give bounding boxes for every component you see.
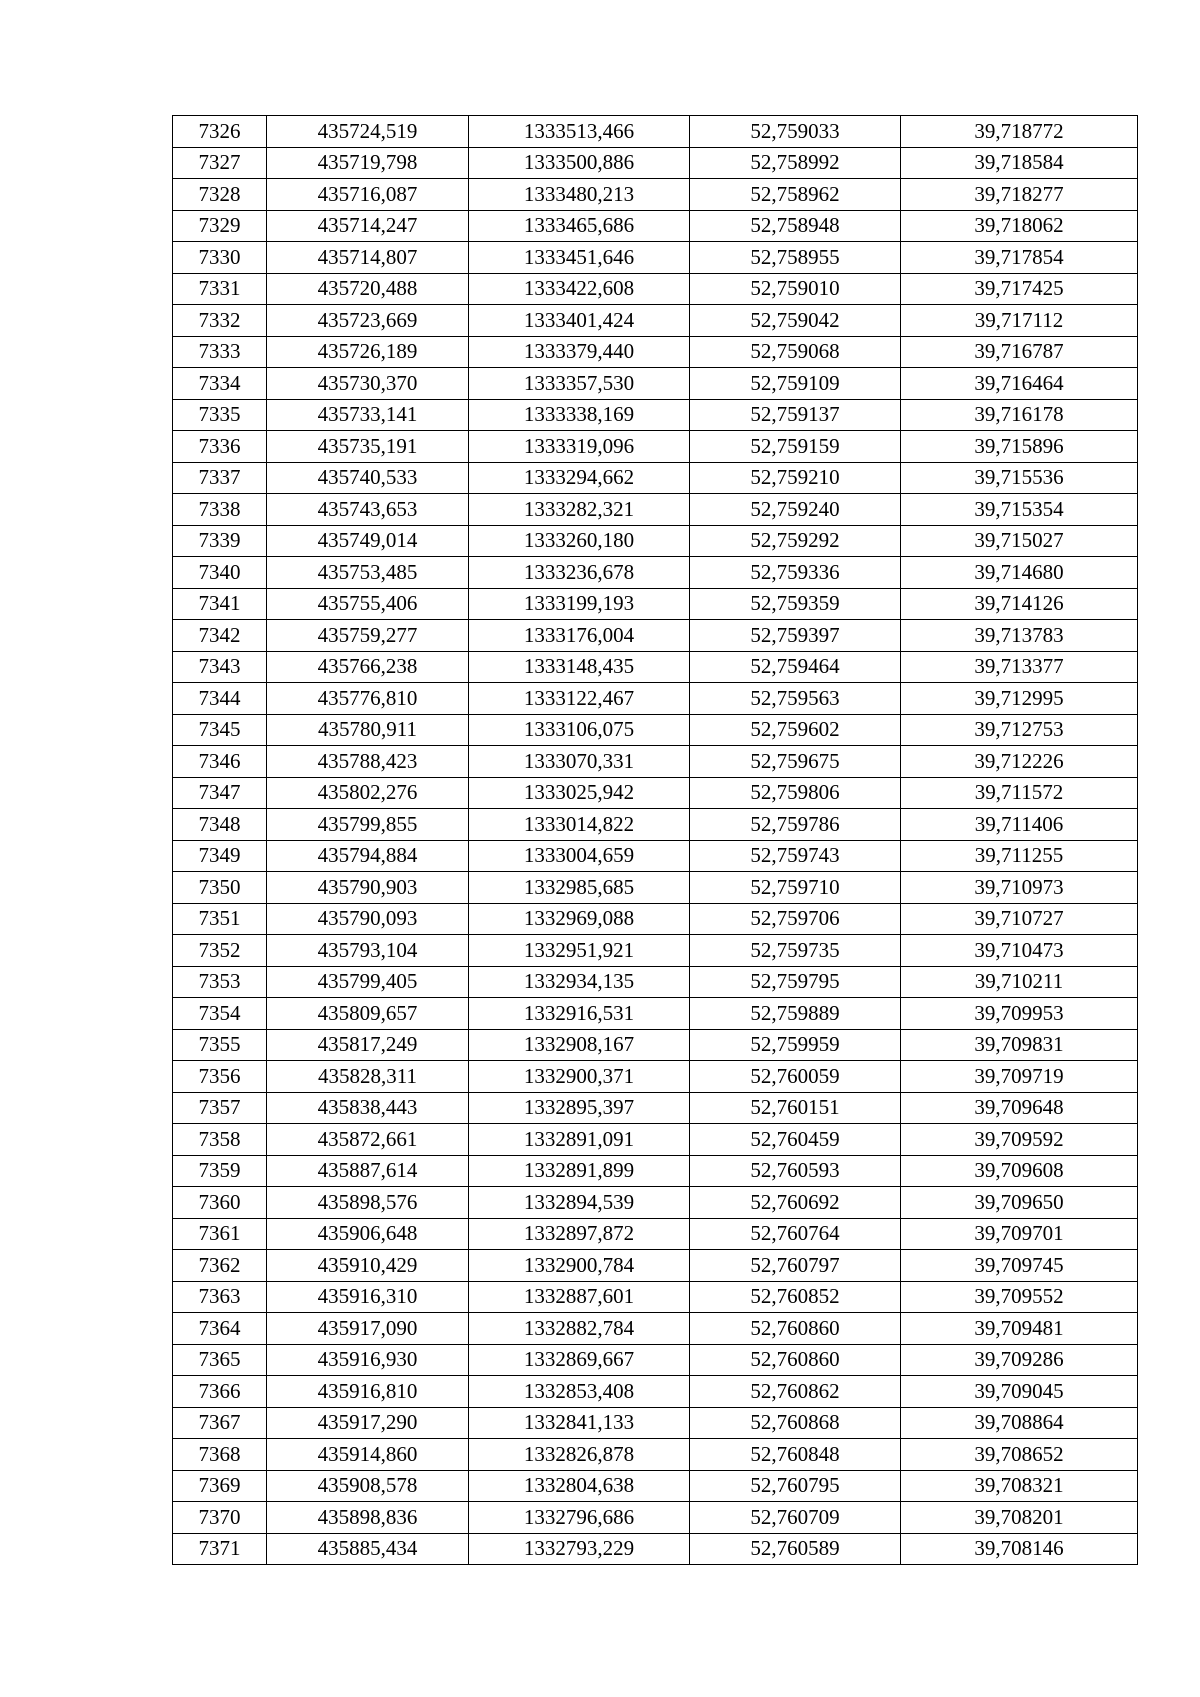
latitude-cell: 52,760709 [690, 1502, 901, 1534]
point-number-cell: 7360 [173, 1187, 267, 1219]
longitude-cell: 39,708146 [901, 1533, 1138, 1565]
point-number-cell: 7366 [173, 1376, 267, 1408]
longitude-cell: 39,709745 [901, 1250, 1138, 1282]
longitude-cell: 39,709592 [901, 1124, 1138, 1156]
point-number-cell: 7361 [173, 1218, 267, 1250]
table-row [173, 1061, 1138, 1093]
x-coordinate-cell: 435766,238 [267, 651, 469, 683]
point-number-cell: 7332 [173, 305, 267, 337]
latitude-cell: 52,759359 [690, 588, 901, 620]
x-coordinate-cell: 435908,578 [267, 1470, 469, 1502]
y-coordinate-cell: 1333451,646 [469, 242, 690, 274]
y-coordinate-cell: 1333422,608 [469, 273, 690, 305]
table-row [173, 368, 1138, 400]
y-coordinate-cell: 1333176,004 [469, 620, 690, 652]
latitude-cell: 52,760459 [690, 1124, 901, 1156]
point-number-cell: 7340 [173, 557, 267, 589]
x-coordinate-cell: 435799,405 [267, 966, 469, 998]
latitude-cell: 52,760862 [690, 1376, 901, 1408]
table-row [173, 1376, 1138, 1408]
y-coordinate-cell: 1332841,133 [469, 1407, 690, 1439]
table-row [173, 809, 1138, 841]
point-number-cell: 7356 [173, 1061, 267, 1093]
point-number-cell: 7329 [173, 210, 267, 242]
x-coordinate-cell: 435719,798 [267, 147, 469, 179]
point-number-cell: 7326 [173, 116, 267, 148]
table-row [173, 1092, 1138, 1124]
latitude-cell: 52,758955 [690, 242, 901, 274]
table-row [173, 998, 1138, 1030]
longitude-cell: 39,709552 [901, 1281, 1138, 1313]
point-number-cell: 7369 [173, 1470, 267, 1502]
x-coordinate-cell: 435916,310 [267, 1281, 469, 1313]
longitude-cell: 39,713783 [901, 620, 1138, 652]
table-row [173, 1439, 1138, 1471]
latitude-cell: 52,759210 [690, 462, 901, 494]
longitude-cell: 39,708864 [901, 1407, 1138, 1439]
y-coordinate-cell: 1333294,662 [469, 462, 690, 494]
table-row [173, 525, 1138, 557]
longitude-cell: 39,710473 [901, 935, 1138, 967]
x-coordinate-cell: 435898,576 [267, 1187, 469, 1219]
longitude-cell: 39,711255 [901, 840, 1138, 872]
longitude-cell: 39,717112 [901, 305, 1138, 337]
point-number-cell: 7348 [173, 809, 267, 841]
x-coordinate-cell: 435885,434 [267, 1533, 469, 1565]
point-number-cell: 7335 [173, 399, 267, 431]
x-coordinate-cell: 435730,370 [267, 368, 469, 400]
table-row [173, 966, 1138, 998]
y-coordinate-cell: 1332793,229 [469, 1533, 690, 1565]
x-coordinate-cell: 435887,614 [267, 1155, 469, 1187]
latitude-cell: 52,760593 [690, 1155, 901, 1187]
longitude-cell: 39,715354 [901, 494, 1138, 526]
longitude-cell: 39,709650 [901, 1187, 1138, 1219]
point-number-cell: 7333 [173, 336, 267, 368]
table-row [173, 431, 1138, 463]
table-row [173, 1218, 1138, 1250]
point-number-cell: 7352 [173, 935, 267, 967]
y-coordinate-cell: 1332895,397 [469, 1092, 690, 1124]
point-number-cell: 7337 [173, 462, 267, 494]
y-coordinate-cell: 1332826,878 [469, 1439, 690, 1471]
point-number-cell: 7327 [173, 147, 267, 179]
y-coordinate-cell: 1333319,096 [469, 431, 690, 463]
x-coordinate-cell: 435735,191 [267, 431, 469, 463]
table-row [173, 588, 1138, 620]
point-number-cell: 7371 [173, 1533, 267, 1565]
point-number-cell: 7334 [173, 368, 267, 400]
table-row [173, 462, 1138, 494]
table-row [173, 557, 1138, 589]
y-coordinate-cell: 1332985,685 [469, 872, 690, 904]
point-number-cell: 7363 [173, 1281, 267, 1313]
y-coordinate-cell: 1332934,135 [469, 966, 690, 998]
y-coordinate-cell: 1333282,321 [469, 494, 690, 526]
latitude-cell: 52,758948 [690, 210, 901, 242]
table-row [173, 147, 1138, 179]
latitude-cell: 52,758962 [690, 179, 901, 211]
x-coordinate-cell: 435743,653 [267, 494, 469, 526]
latitude-cell: 52,759137 [690, 399, 901, 431]
y-coordinate-cell: 1333014,822 [469, 809, 690, 841]
y-coordinate-cell: 1333025,942 [469, 777, 690, 809]
y-coordinate-cell: 1332897,872 [469, 1218, 690, 1250]
latitude-cell: 52,759159 [690, 431, 901, 463]
coordinates-table [172, 115, 1138, 1565]
table-row [173, 683, 1138, 715]
latitude-cell: 52,759109 [690, 368, 901, 400]
x-coordinate-cell: 435790,093 [267, 903, 469, 935]
longitude-cell: 39,711572 [901, 777, 1138, 809]
point-number-cell: 7344 [173, 683, 267, 715]
latitude-cell: 52,759068 [690, 336, 901, 368]
latitude-cell: 52,760059 [690, 1061, 901, 1093]
point-number-cell: 7362 [173, 1250, 267, 1282]
longitude-cell: 39,710211 [901, 966, 1138, 998]
table-row [173, 620, 1138, 652]
table-row [173, 1313, 1138, 1345]
y-coordinate-cell: 1333500,886 [469, 147, 690, 179]
latitude-cell: 52,759042 [690, 305, 901, 337]
x-coordinate-cell: 435723,669 [267, 305, 469, 337]
latitude-cell: 52,759464 [690, 651, 901, 683]
x-coordinate-cell: 435755,406 [267, 588, 469, 620]
y-coordinate-cell: 1333513,466 [469, 116, 690, 148]
longitude-cell: 39,718584 [901, 147, 1138, 179]
y-coordinate-cell: 1332869,667 [469, 1344, 690, 1376]
y-coordinate-cell: 1332900,371 [469, 1061, 690, 1093]
point-number-cell: 7355 [173, 1029, 267, 1061]
table-row [173, 305, 1138, 337]
point-number-cell: 7364 [173, 1313, 267, 1345]
longitude-cell: 39,718772 [901, 116, 1138, 148]
x-coordinate-cell: 435917,090 [267, 1313, 469, 1345]
longitude-cell: 39,708201 [901, 1502, 1138, 1534]
y-coordinate-cell: 1333260,180 [469, 525, 690, 557]
point-number-cell: 7331 [173, 273, 267, 305]
y-coordinate-cell: 1333338,169 [469, 399, 690, 431]
y-coordinate-cell: 1333106,075 [469, 714, 690, 746]
longitude-cell: 39,715896 [901, 431, 1138, 463]
point-number-cell: 7346 [173, 746, 267, 778]
latitude-cell: 52,760151 [690, 1092, 901, 1124]
point-number-cell: 7342 [173, 620, 267, 652]
longitude-cell: 39,716787 [901, 336, 1138, 368]
table-row [173, 1155, 1138, 1187]
table-row [173, 872, 1138, 904]
x-coordinate-cell: 435916,810 [267, 1376, 469, 1408]
y-coordinate-cell: 1333199,193 [469, 588, 690, 620]
longitude-cell: 39,709648 [901, 1092, 1138, 1124]
longitude-cell: 39,709953 [901, 998, 1138, 1030]
latitude-cell: 52,759336 [690, 557, 901, 589]
longitude-cell: 39,714680 [901, 557, 1138, 589]
table-row [173, 1470, 1138, 1502]
latitude-cell: 52,759806 [690, 777, 901, 809]
point-number-cell: 7350 [173, 872, 267, 904]
latitude-cell: 52,759010 [690, 273, 901, 305]
table-row [173, 651, 1138, 683]
y-coordinate-cell: 1333070,331 [469, 746, 690, 778]
longitude-cell: 39,708321 [901, 1470, 1138, 1502]
y-coordinate-cell: 1332891,091 [469, 1124, 690, 1156]
longitude-cell: 39,712226 [901, 746, 1138, 778]
latitude-cell: 52,760848 [690, 1439, 901, 1471]
x-coordinate-cell: 435828,311 [267, 1061, 469, 1093]
x-coordinate-cell: 435720,488 [267, 273, 469, 305]
x-coordinate-cell: 435838,443 [267, 1092, 469, 1124]
x-coordinate-cell: 435794,884 [267, 840, 469, 872]
longitude-cell: 39,710973 [901, 872, 1138, 904]
latitude-cell: 52,759033 [690, 116, 901, 148]
y-coordinate-cell: 1333379,440 [469, 336, 690, 368]
longitude-cell: 39,709831 [901, 1029, 1138, 1061]
table-row [173, 273, 1138, 305]
x-coordinate-cell: 435917,290 [267, 1407, 469, 1439]
point-number-cell: 7359 [173, 1155, 267, 1187]
x-coordinate-cell: 435809,657 [267, 998, 469, 1030]
y-coordinate-cell: 1332853,408 [469, 1376, 690, 1408]
point-number-cell: 7357 [173, 1092, 267, 1124]
point-number-cell: 7353 [173, 966, 267, 998]
table-row [173, 1533, 1138, 1565]
latitude-cell: 52,759786 [690, 809, 901, 841]
x-coordinate-cell: 435716,087 [267, 179, 469, 211]
longitude-cell: 39,717425 [901, 273, 1138, 305]
latitude-cell: 52,760589 [690, 1533, 901, 1565]
table-row [173, 1250, 1138, 1282]
latitude-cell: 52,759889 [690, 998, 901, 1030]
y-coordinate-cell: 1333236,678 [469, 557, 690, 589]
x-coordinate-cell: 435749,014 [267, 525, 469, 557]
y-coordinate-cell: 1332951,921 [469, 935, 690, 967]
table-row [173, 714, 1138, 746]
longitude-cell: 39,712995 [901, 683, 1138, 715]
x-coordinate-cell: 435872,661 [267, 1124, 469, 1156]
point-number-cell: 7349 [173, 840, 267, 872]
point-number-cell: 7341 [173, 588, 267, 620]
x-coordinate-cell: 435780,911 [267, 714, 469, 746]
point-number-cell: 7345 [173, 714, 267, 746]
latitude-cell: 52,759292 [690, 525, 901, 557]
point-number-cell: 7336 [173, 431, 267, 463]
y-coordinate-cell: 1332796,686 [469, 1502, 690, 1534]
longitude-cell: 39,709701 [901, 1218, 1138, 1250]
longitude-cell: 39,710727 [901, 903, 1138, 935]
latitude-cell: 52,760795 [690, 1470, 901, 1502]
table-row [173, 1029, 1138, 1061]
latitude-cell: 52,759710 [690, 872, 901, 904]
table-body [173, 116, 1138, 1565]
y-coordinate-cell: 1333480,213 [469, 179, 690, 211]
longitude-cell: 39,711406 [901, 809, 1138, 841]
table-row [173, 399, 1138, 431]
table-row [173, 116, 1138, 148]
table-row [173, 1407, 1138, 1439]
latitude-cell: 52,759602 [690, 714, 901, 746]
table-row [173, 935, 1138, 967]
x-coordinate-cell: 435726,189 [267, 336, 469, 368]
table-row [173, 1502, 1138, 1534]
latitude-cell: 52,759743 [690, 840, 901, 872]
longitude-cell: 39,717854 [901, 242, 1138, 274]
table-row [173, 336, 1138, 368]
latitude-cell: 52,759240 [690, 494, 901, 526]
latitude-cell: 52,759706 [690, 903, 901, 935]
longitude-cell: 39,718277 [901, 179, 1138, 211]
table-row [173, 777, 1138, 809]
y-coordinate-cell: 1332969,088 [469, 903, 690, 935]
longitude-cell: 39,709719 [901, 1061, 1138, 1093]
y-coordinate-cell: 1332900,784 [469, 1250, 690, 1282]
y-coordinate-cell: 1332882,784 [469, 1313, 690, 1345]
longitude-cell: 39,713377 [901, 651, 1138, 683]
latitude-cell: 52,759675 [690, 746, 901, 778]
x-coordinate-cell: 435753,485 [267, 557, 469, 589]
y-coordinate-cell: 1333357,530 [469, 368, 690, 400]
x-coordinate-cell: 435790,903 [267, 872, 469, 904]
longitude-cell: 39,715536 [901, 462, 1138, 494]
table-row [173, 903, 1138, 935]
x-coordinate-cell: 435724,519 [267, 116, 469, 148]
y-coordinate-cell: 1332916,531 [469, 998, 690, 1030]
latitude-cell: 52,759795 [690, 966, 901, 998]
latitude-cell: 52,760692 [690, 1187, 901, 1219]
point-number-cell: 7351 [173, 903, 267, 935]
point-number-cell: 7330 [173, 242, 267, 274]
longitude-cell: 39,712753 [901, 714, 1138, 746]
x-coordinate-cell: 435916,930 [267, 1344, 469, 1376]
table-row [173, 242, 1138, 274]
latitude-cell: 52,760764 [690, 1218, 901, 1250]
x-coordinate-cell: 435906,648 [267, 1218, 469, 1250]
point-number-cell: 7368 [173, 1439, 267, 1471]
y-coordinate-cell: 1333148,435 [469, 651, 690, 683]
point-number-cell: 7343 [173, 651, 267, 683]
longitude-cell: 39,718062 [901, 210, 1138, 242]
x-coordinate-cell: 435799,855 [267, 809, 469, 841]
y-coordinate-cell: 1333401,424 [469, 305, 690, 337]
x-coordinate-cell: 435802,276 [267, 777, 469, 809]
x-coordinate-cell: 435817,249 [267, 1029, 469, 1061]
latitude-cell: 52,759735 [690, 935, 901, 967]
point-number-cell: 7358 [173, 1124, 267, 1156]
latitude-cell: 52,759397 [690, 620, 901, 652]
longitude-cell: 39,709045 [901, 1376, 1138, 1408]
latitude-cell: 52,760797 [690, 1250, 901, 1282]
table-row [173, 1281, 1138, 1313]
longitude-cell: 39,714126 [901, 588, 1138, 620]
y-coordinate-cell: 1332891,899 [469, 1155, 690, 1187]
table-row [173, 210, 1138, 242]
table-row [173, 746, 1138, 778]
table-row [173, 840, 1138, 872]
x-coordinate-cell: 435714,807 [267, 242, 469, 274]
point-number-cell: 7370 [173, 1502, 267, 1534]
x-coordinate-cell: 435910,429 [267, 1250, 469, 1282]
latitude-cell: 52,758992 [690, 147, 901, 179]
longitude-cell: 39,715027 [901, 525, 1138, 557]
latitude-cell: 52,759563 [690, 683, 901, 715]
x-coordinate-cell: 435776,810 [267, 683, 469, 715]
longitude-cell: 39,708652 [901, 1439, 1138, 1471]
x-coordinate-cell: 435733,141 [267, 399, 469, 431]
point-number-cell: 7367 [173, 1407, 267, 1439]
latitude-cell: 52,760860 [690, 1313, 901, 1345]
table-row [173, 179, 1138, 211]
longitude-cell: 39,709608 [901, 1155, 1138, 1187]
longitude-cell: 39,716464 [901, 368, 1138, 400]
y-coordinate-cell: 1333122,467 [469, 683, 690, 715]
longitude-cell: 39,709286 [901, 1344, 1138, 1376]
x-coordinate-cell: 435714,247 [267, 210, 469, 242]
point-number-cell: 7347 [173, 777, 267, 809]
latitude-cell: 52,759959 [690, 1029, 901, 1061]
y-coordinate-cell: 1332804,638 [469, 1470, 690, 1502]
longitude-cell: 39,716178 [901, 399, 1138, 431]
latitude-cell: 52,760852 [690, 1281, 901, 1313]
point-number-cell: 7338 [173, 494, 267, 526]
point-number-cell: 7365 [173, 1344, 267, 1376]
y-coordinate-cell: 1332894,539 [469, 1187, 690, 1219]
y-coordinate-cell: 1332908,167 [469, 1029, 690, 1061]
y-coordinate-cell: 1333004,659 [469, 840, 690, 872]
x-coordinate-cell: 435740,533 [267, 462, 469, 494]
x-coordinate-cell: 435788,423 [267, 746, 469, 778]
table-row [173, 494, 1138, 526]
x-coordinate-cell: 435793,104 [267, 935, 469, 967]
point-number-cell: 7339 [173, 525, 267, 557]
point-number-cell: 7354 [173, 998, 267, 1030]
latitude-cell: 52,760868 [690, 1407, 901, 1439]
longitude-cell: 39,709481 [901, 1313, 1138, 1345]
latitude-cell: 52,760860 [690, 1344, 901, 1376]
x-coordinate-cell: 435759,277 [267, 620, 469, 652]
table-row [173, 1124, 1138, 1156]
x-coordinate-cell: 435898,836 [267, 1502, 469, 1534]
x-coordinate-cell: 435914,860 [267, 1439, 469, 1471]
y-coordinate-cell: 1332887,601 [469, 1281, 690, 1313]
table-row [173, 1187, 1138, 1219]
y-coordinate-cell: 1333465,686 [469, 210, 690, 242]
table-row [173, 1344, 1138, 1376]
point-number-cell: 7328 [173, 179, 267, 211]
